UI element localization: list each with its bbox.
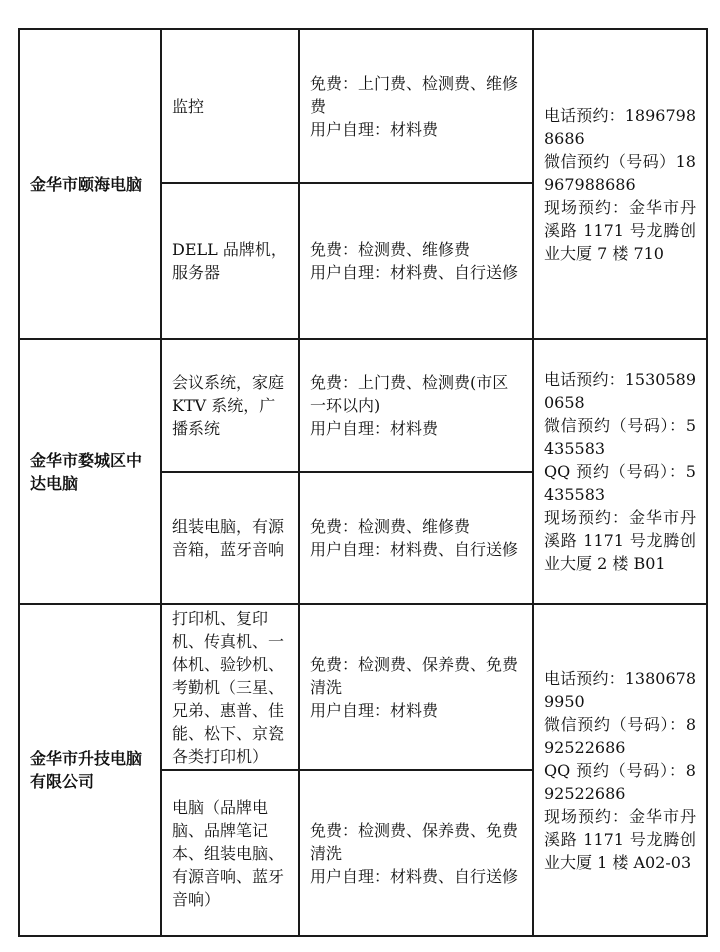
fee-description <box>299 604 533 770</box>
fee-user-line: 用户自理：材料费、自行送修 <box>310 540 519 559</box>
wechat-booking: 微信预约（号码）：892522686 <box>544 714 696 757</box>
device-category: 打印机、复印机、传真机、一体机、验钞机、考勤机（三星、兄弟、惠普、佳能、松下、京瓷各类打印机） <box>161 604 299 770</box>
fee-free-line: 免费：上门费、检测费、维修费 <box>310 73 519 116</box>
table-row <box>19 29 707 183</box>
onsite-booking: 现场预约：金华市丹溪路 1171 号龙腾创业大厦 7 楼 710 <box>544 197 696 263</box>
wechat-booking: 微信预约（号码）18967988686 <box>544 151 696 194</box>
table-row <box>19 339 707 472</box>
device-category: DELL 品牌机，服务器 <box>161 183 299 339</box>
qq-booking: QQ 预约（号码）：892522686 <box>544 760 696 803</box>
fee-free-line: 免费：检测费、维修费 <box>310 240 471 259</box>
fee-user-line: 用户自理：材料费、自行送修 <box>310 263 519 282</box>
fee-user-line: 用户自理：材料费 <box>310 700 439 720</box>
device-category: 电脑（品牌电脑、品牌笔记本、组装电脑、有源音响、蓝牙音响） <box>161 770 299 936</box>
phone-booking: 电话预约：13806789950 <box>544 668 696 711</box>
table-row <box>19 604 707 770</box>
device-category: 会议系统，家庭 KTV 系统，广播系统 <box>161 339 299 472</box>
fee-user-line: 用户自理：材料费 <box>310 119 439 139</box>
fee-description <box>299 183 533 339</box>
company-name: 金华市升技电脑有限公司 <box>19 604 161 936</box>
company-name: 金华市颐海电脑 <box>19 29 161 339</box>
company-name: 金华市婺城区中达电脑 <box>19 339 161 604</box>
device-category: 组装电脑，有源音箱，蓝牙音响 <box>161 472 299 604</box>
fee-user-line: 用户自理：材料费、自行送修 <box>310 866 519 886</box>
fee-user-line: 用户自理：材料费 <box>310 419 439 438</box>
onsite-booking: 现场预约：金华市丹溪路 1171 号龙腾创业大厦 2 楼 B01 <box>544 508 696 573</box>
wechat-booking: 微信预约（号码）：5435583 <box>544 416 696 458</box>
fee-description <box>299 339 533 472</box>
fee-free-line: 免费：检测费、保养费、免费清洗 <box>310 654 519 697</box>
fee-description <box>299 472 533 604</box>
fee-free-line: 免费：检测费、维修费 <box>310 517 471 536</box>
phone-booking: 电话预约：15305890658 <box>544 370 696 412</box>
booking-contact <box>533 29 707 339</box>
onsite-booking: 现场预约：金华市丹溪路 1171 号龙腾创业大厦 1 楼 A02-03 <box>544 806 696 872</box>
qq-booking: QQ 预约（号码）：5435583 <box>544 462 696 504</box>
fee-free-line: 免费：检测费、保养费、免费清洗 <box>310 820 519 863</box>
fee-free-line: 免费：上门费、检测费(市区一环以内) <box>310 373 509 415</box>
phone-booking: 电话预约：18967988686 <box>544 105 696 148</box>
device-category: 监控 <box>161 29 299 183</box>
fee-description <box>299 770 533 936</box>
service-table <box>18 28 708 937</box>
booking-contact <box>533 604 707 936</box>
booking-contact <box>533 339 707 604</box>
fee-description <box>299 29 533 183</box>
